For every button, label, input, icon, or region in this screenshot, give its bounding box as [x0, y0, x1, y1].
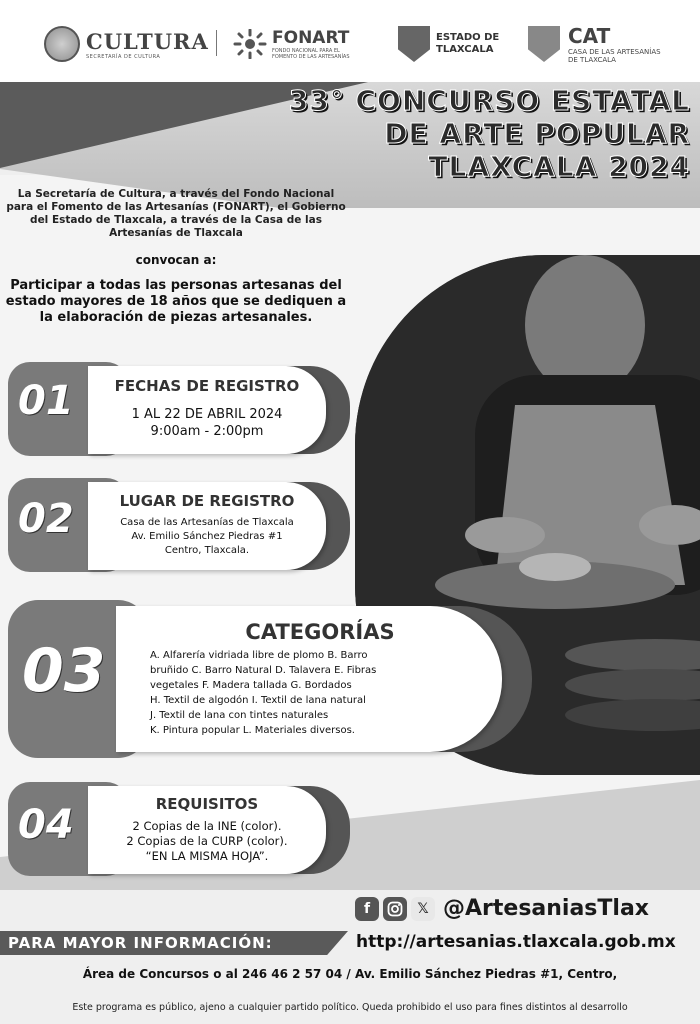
poster-title	[289, 84, 690, 183]
step-line: Centro, Tlaxcala.	[164, 545, 250, 556]
step-body	[92, 406, 322, 440]
info-label: PARA MAYOR INFORMACIÓN:	[8, 934, 273, 952]
title-line-1: 33° CONCURSO ESTATAL	[288, 84, 690, 117]
cultura-logo	[44, 26, 209, 62]
step-title: LUGAR DE REGISTRO	[119, 492, 295, 510]
participar-text: Participar a todas las personas artesanas del estado mayores de 18 años que se dediquen a la elaboración de piezas artesanales.	[5, 278, 347, 325]
step-line: H. Textil de algodón I. Textil de lana natural	[150, 695, 366, 706]
website-link[interactable]: http://artesanias.tlaxcala.gob.mx	[356, 932, 676, 952]
social-handle[interactable]: @ArtesaniasTlax	[443, 896, 649, 921]
fonart-logo	[232, 28, 350, 60]
step-title: CATEGORÍAS	[245, 620, 395, 644]
tlaxcala-logo	[398, 26, 499, 62]
step-line: Casa de las Artesanías de Tlaxcala	[120, 517, 294, 528]
facebook-icon[interactable]: f	[355, 897, 379, 921]
tlaxcala-line-2: TLAXCALA	[436, 44, 494, 55]
step-body	[150, 648, 490, 738]
step-line: 2 Copias de la INE (color).	[132, 819, 282, 833]
fonart-sub-2: FOMENTO DE LAS ARTESANÍAS	[272, 54, 350, 60]
national-seal-icon	[44, 26, 80, 62]
step-number: 02	[18, 496, 74, 542]
step-line: A. Alfarería vidriada libre de plomo B. Barro	[150, 650, 368, 661]
cat-sub-1: CASA DE LAS ARTESANÍAS	[568, 48, 661, 56]
cat-sub-2: DE TLAXCALA	[568, 56, 616, 64]
fonart-sun-icon	[232, 29, 268, 59]
convocan-text: convocan a:	[135, 253, 217, 267]
step-line: Av. Emilio Sánchez Piedras #1	[131, 531, 283, 542]
cat-shield-icon	[528, 26, 560, 62]
title-line-3: TLAXCALA 2024	[428, 150, 690, 183]
contact-line: Área de Concursos o al 246 46 2 57 04 / Av. Emilio Sánchez Piedras #1, Centro,	[82, 967, 618, 981]
x-icon[interactable]: 𝕏	[411, 897, 435, 921]
step-number: 04	[18, 802, 74, 848]
fonart-sub-1: FONDO NACIONAL PARA EL	[272, 48, 340, 54]
fonart-name: FONART	[272, 28, 350, 48]
step-line: J. Textil de lana con tintes naturales	[150, 710, 329, 721]
logo-divider	[216, 30, 217, 56]
title-line-2: DE ARTE POPULAR	[384, 117, 690, 150]
tlaxcala-shield-icon	[398, 26, 430, 62]
step-line: 9:00am - 2:00pm	[150, 424, 264, 439]
step-line: bruñido C. Barro Natural D. Talavera E. Fibras	[150, 665, 377, 676]
cultura-name: CULTURA	[86, 28, 209, 54]
step-body	[92, 819, 322, 864]
step-number: 01	[18, 378, 74, 424]
step-line: “EN LA MISMA HOJA”.	[145, 849, 269, 863]
step-number: 03	[22, 636, 106, 706]
step-line: 2 Copias de la CURP (color).	[126, 834, 288, 848]
cat-name: CAT	[568, 24, 611, 48]
cat-logo	[528, 24, 661, 64]
step-title: FECHAS DE REGISTRO	[114, 377, 300, 395]
cultura-sub: SECRETARÍA DE CULTURA	[86, 53, 161, 60]
social-links	[355, 896, 649, 921]
intro-text: La Secretaría de Cultura, a través del Fondo Nacional para el Fomento de las Artesanías (FONART), el Gobierno del Estado de Tlaxcala, a través de la Casa de las Artesanías de Tlaxcala	[6, 188, 346, 239]
disclaimer: Este programa es público, ajeno a cualquier partido político. Queda prohibido el uso para fines distintos al desarrollo	[72, 1002, 628, 1013]
step-title: REQUISITOS	[155, 795, 259, 813]
step-line: 1 AL 22 DE ABRIL 2024	[131, 407, 283, 422]
step-line: K. Pintura popular L. Materiales diversos.	[150, 725, 355, 736]
header	[0, 0, 700, 82]
instagram-icon[interactable]	[383, 897, 407, 921]
step-line: vegetales F. Madera tallada G. Bordados	[150, 680, 352, 691]
step-body	[92, 516, 322, 558]
tlaxcala-line-1: ESTADO DE	[436, 32, 500, 43]
